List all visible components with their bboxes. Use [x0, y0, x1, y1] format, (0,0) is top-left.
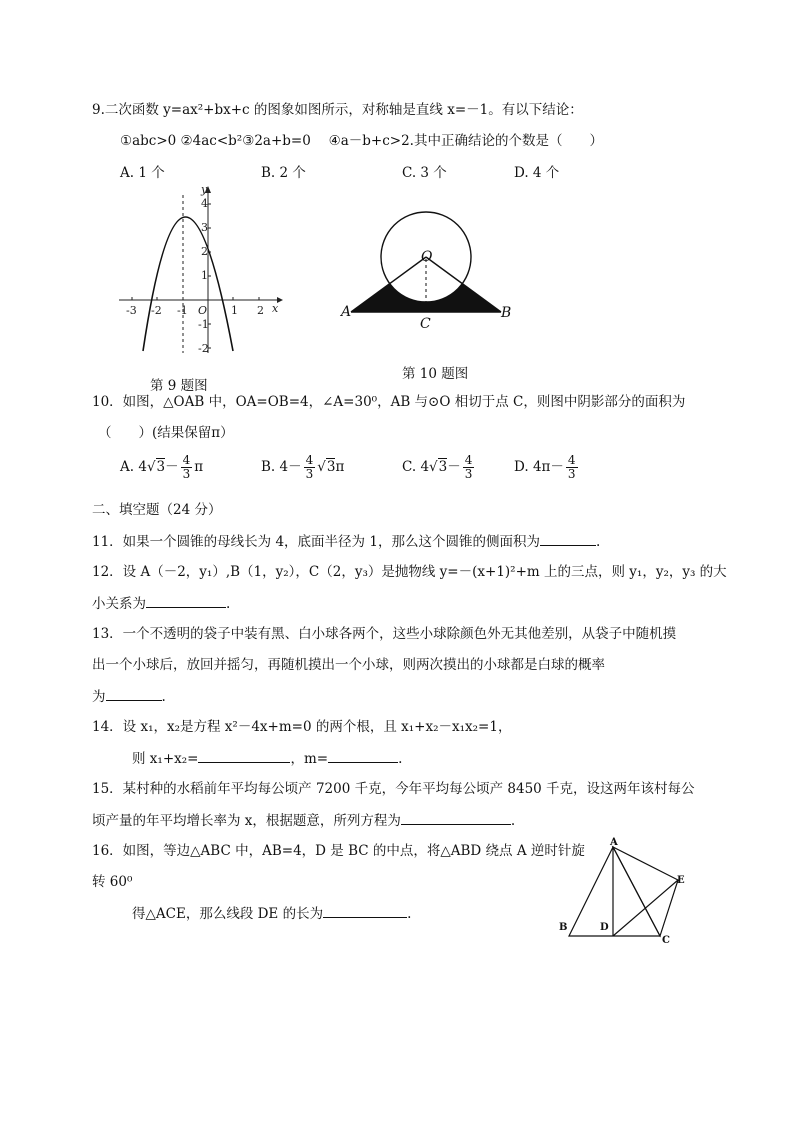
q10-label-a: A [341, 304, 352, 320]
q9-origin-label: O [198, 304, 208, 317]
q12-text: 12．设 A（－2，y₁）,B（1，y₂），C（2，y₃）是抛物线 y=－(x+1)²+m 上的三点，则 y₁，y₂，y₃ 的大 [92, 564, 727, 580]
q9-option-a[interactable]: A. 1 个 [120, 165, 165, 181]
q9-x-label: x [272, 302, 279, 315]
q16-label-c: C [662, 935, 670, 946]
q10-figure-caption: 第 10 题图 [402, 366, 469, 382]
q16-text-3: 得△ACE，那么线段 DE 的长为 . [132, 903, 411, 924]
section-title: 二、填空题（24 分） [92, 502, 222, 518]
q14-sum-blank[interactable] [198, 748, 290, 763]
q9-option-d[interactable]: D. 4 个 [514, 165, 560, 181]
q16-segment-de [613, 880, 678, 936]
q16-triangle-figure [555, 835, 695, 950]
q16-label-e: E [677, 875, 685, 886]
q9-ytick: -1 [198, 318, 209, 331]
q16-text-2: 转 60⁰ [92, 874, 133, 890]
q9-ytick: -2 [198, 342, 209, 355]
q9-parabola-curve [143, 217, 233, 351]
q10-option-c[interactable]: C. 4√3－ $\frac{4}{3}$ [402, 453, 473, 481]
q10-label-c: C [420, 316, 431, 332]
q10-option-d[interactable]: D. 4π－ $\frac{4}{3}$ [514, 453, 576, 481]
q9-ytick: 4 [201, 197, 208, 210]
q9-stem: 9.二次函数 y=ax²+bx+c 的图象如图所示，对称轴是直线 x=－1。有以下结论： [92, 102, 583, 118]
q9-y-label: y [201, 183, 208, 196]
q9-xtick: -1 [177, 304, 188, 317]
q10-option-a[interactable]: A. 4√3－ $\frac{4}{3}$ π [120, 453, 204, 481]
q11-text: 11．如果一个圆锥的母线长为 4，底面半径为 1，那么这个圆锥的侧面积为 . [92, 531, 600, 552]
q9-parabola-figure [115, 183, 290, 355]
q9-figure-caption: 第 9 题图 [150, 378, 208, 394]
q9-xtick: -2 [151, 304, 162, 317]
q9-ytick: 2 [201, 245, 208, 258]
q16-triangle-abc [569, 847, 660, 936]
q16-label-b: B [559, 922, 568, 933]
q14-text-2: 则 x₁+x₂= ，m= . [132, 748, 402, 769]
q9-ytick: 1 [201, 269, 208, 282]
q13-text: 13．一个不透明的袋子中装有黑、白小球各两个，这些小球除颜色外无其他差别，从袋子中随机摸 [92, 626, 677, 642]
q13-text-3: 为 . [92, 686, 166, 707]
q16-triangle-ace [613, 847, 678, 936]
q15-text: 15．某村种的水稻前年平均每公顷产 7200 千克，今年平均每公顷产 8450 千克，设这两年该村每公 [92, 781, 695, 797]
q16-label-a: A [610, 837, 618, 848]
q14-m-blank[interactable] [328, 748, 398, 763]
q9-option-c[interactable]: C. 3 个 [402, 165, 447, 181]
q16-label-d: D [600, 922, 609, 933]
q13-text-2: 出一个小球后，放回并摇匀，再随机摸出一个小球，则两次摸出的小球都是白球的概率 [92, 657, 605, 673]
q10-circle-figure [338, 205, 518, 335]
q11-answer-blank[interactable] [540, 531, 596, 546]
q13-answer-blank[interactable] [106, 686, 162, 701]
q15-answer-blank[interactable] [401, 810, 511, 825]
q10-label-b: B [501, 305, 512, 321]
q10-stem-2: （ ）(结果保留π） [98, 425, 234, 441]
q10-option-b[interactable]: B. 4－ $\frac{4}{3}$ √3π [261, 453, 345, 481]
q14-text: 14．设 x₁，x₂是方程 x²－4x+m=0 的两个根，且 x₁+x₂－x₁x₂=1， [92, 719, 512, 735]
q9-conditions: ①abc>0 ②4ac<b²③2a+b=0 ④a－b+c>2.其中正确结论的个数是（ ） [120, 133, 603, 149]
q9-xtick: 2 [257, 304, 264, 317]
q10-stem: 10．如图，△OAB 中，OA=OB=4，∠A=30⁰，AB 与⊙O 相切于点 C，则图中阴影部分的面积为 [92, 394, 686, 410]
q12-text-2: 小关系为 . [92, 593, 230, 614]
q9-xtick: -3 [126, 304, 137, 317]
q9-ytick: 3 [201, 221, 208, 234]
q15-text-2: 顷产量的年平均增长率为 x，根据题意，所列方程为 . [92, 810, 515, 831]
q16-answer-blank[interactable] [323, 903, 407, 918]
q9-option-b[interactable]: B. 2 个 [261, 165, 306, 181]
q12-answer-blank[interactable] [146, 593, 226, 608]
q9-xtick: 1 [231, 304, 238, 317]
q16-text: 16．如图，等边△ABC 中，AB=4，D 是 BC 的中点，将△ABD 绕点 A 逆时针旋 [92, 843, 585, 859]
q10-label-o: O [421, 249, 433, 265]
